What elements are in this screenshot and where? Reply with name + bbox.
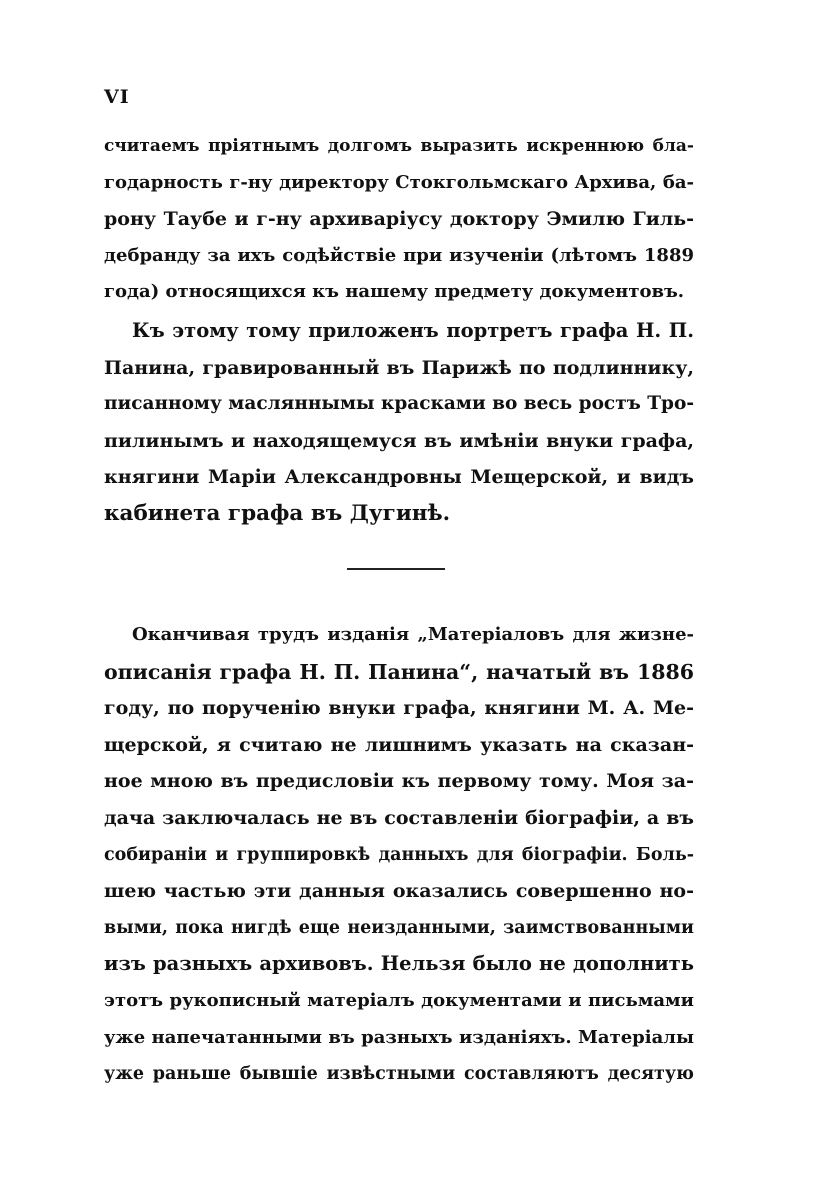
paragraph-acknowledgements: [104, 128, 694, 311]
section-divider: [347, 568, 445, 570]
text-line: года) относящихся къ нашему предмету документовъ.: [104, 281, 685, 303]
text-line: изъ разныхъ архивовъ. Нельзя было не дополнить: [104, 952, 694, 976]
text-line: описанія графа Н. П. Панина“, начатый въ 1886: [104, 659, 694, 684]
text-line: Оканчивая трудъ изданія „Матеріаловъ для жизне-: [132, 624, 694, 645]
text-line: уже раньше бывшіе извѣстными составляютъ десятую: [104, 1064, 694, 1085]
text-line: собираніи и группировкѣ данныхъ для біографіи. Боль-: [104, 844, 694, 865]
page-number: VI: [104, 86, 130, 108]
text-line: пилинымъ и находящемуся въ имѣніи внуки графа,: [104, 429, 694, 452]
text-line: рону Таубе и г-ну архиваріусу доктору Эмилю Гиль-: [104, 208, 694, 231]
text-line: кабинета графа въ Дугинѣ.: [104, 500, 451, 526]
text-line: этотъ рукописный матеріалъ документами и письмами: [104, 989, 694, 1011]
paragraph-conclusion: [104, 617, 694, 1093]
text-line: княгини Маріи Александровны Мещерской, и видъ: [104, 466, 694, 489]
text-line: годарность г-ну директору Стокгольмскаго Архива, ба-: [104, 171, 694, 193]
text-line: писанному масляннымы красками во весь ростъ Тро-: [104, 393, 694, 415]
text-line: шею частью эти данныя оказались совершенно но-: [104, 880, 694, 903]
text-line: Панина, гравированный въ Парижѣ по подлиннику,: [104, 356, 694, 379]
paragraph-portrait: [104, 313, 694, 533]
text-line: Къ этому тому приложенъ портретъ графа Н. П.: [132, 319, 694, 342]
text-line: выми, пока нигдѣ еще неизданными, заимствованными: [104, 917, 694, 938]
text-line: считаемъ пріятнымъ долгомъ выразить искреннюю бла-: [104, 136, 694, 156]
text-line: щерской, я считаю не лишнимъ указать на сказан-: [104, 733, 694, 756]
text-line: ное мною въ предисловіи къ первому тому. Моя за-: [104, 770, 694, 793]
text-line: году, по порученію внуки графа, княгини М. А. Ме-: [104, 697, 694, 720]
text-line: дача заключалась не въ составленіи біографіи, а въ: [104, 806, 694, 829]
text-line: дебранду за ихъ содѣйствіе при изученіи (лѣтомъ 1889: [104, 244, 694, 266]
text-line: уже напечатанными въ разныхъ изданіяхъ. Матеріалы: [104, 1026, 694, 1048]
